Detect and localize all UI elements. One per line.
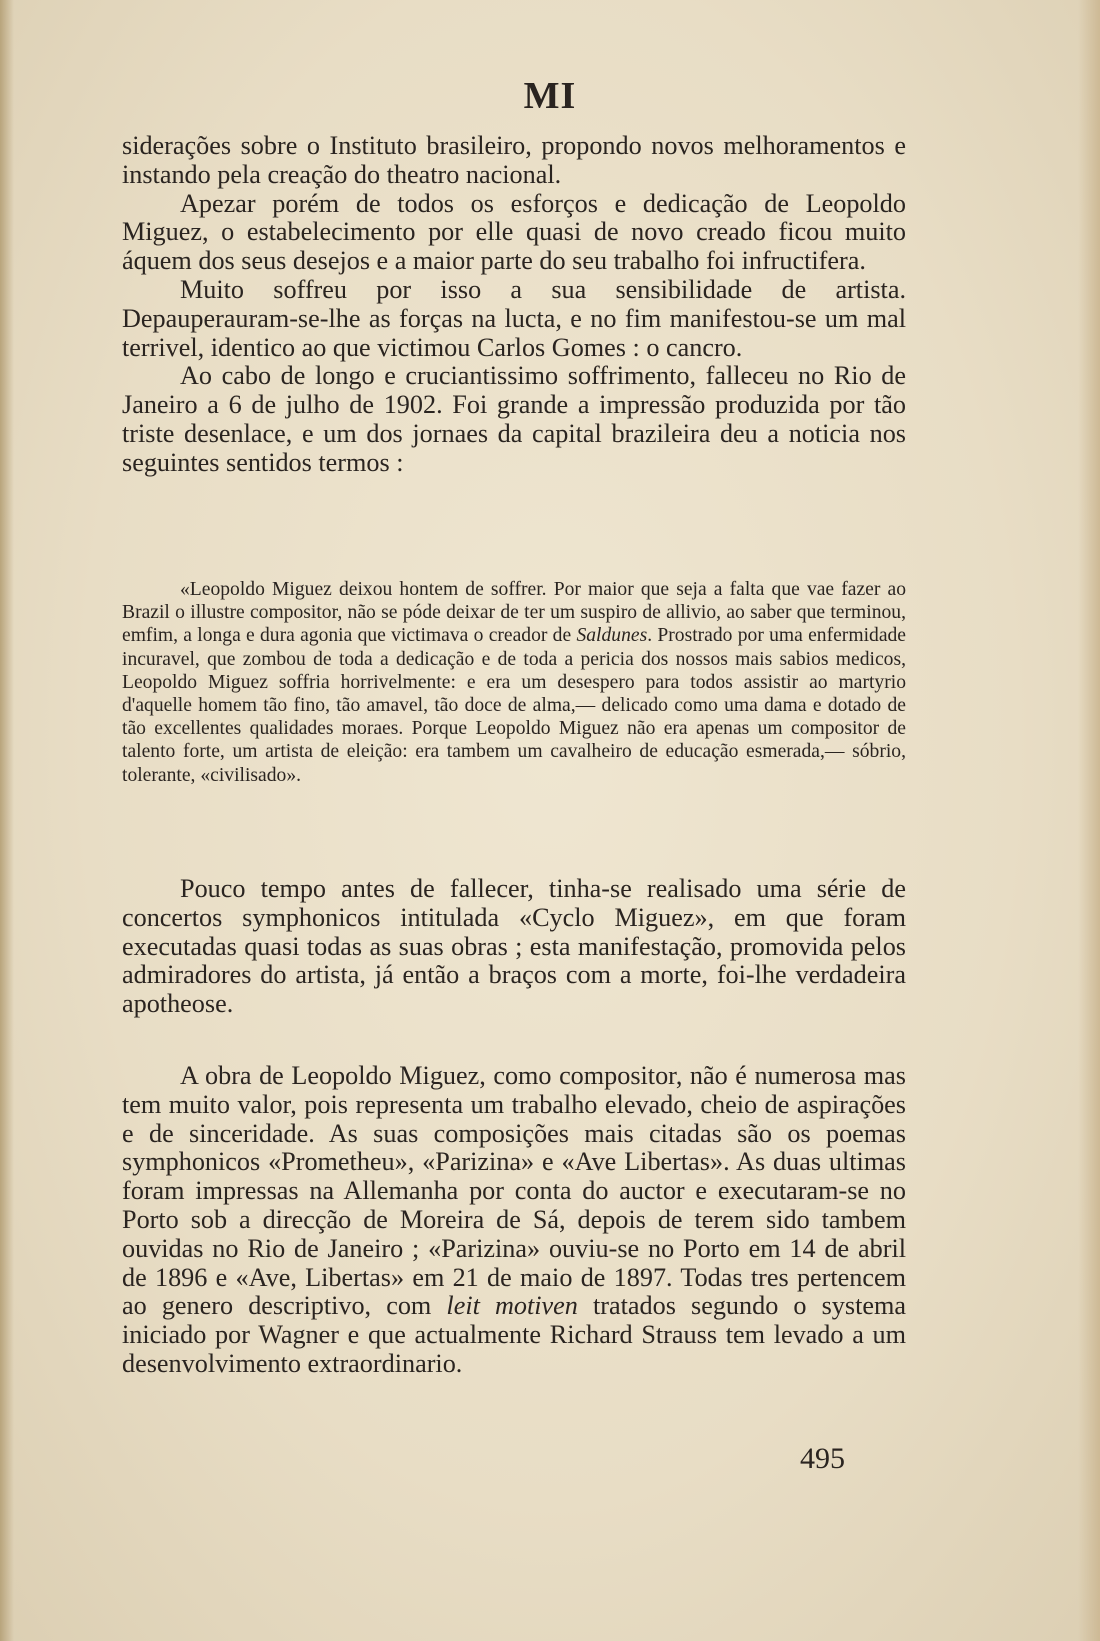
paragraph-italic-term: leit motiven [446,1291,578,1321]
page-number: 495 [800,1442,845,1475]
body-text-block-2 [122,875,906,1019]
quotation-text-part1: «Leopoldo Miguez deixou hontem de soffrer. Por maior que seja a falta que vae fazer ao Brazil o illustre compositor, não se póde deixar de ter um suspiro de allivio, ao saber que terminou, emfim, a longa e dura agonia que victimava o creador de [122,579,906,647]
paragraph: Pouco tempo antes de fallecer, tinha-se realisado uma série de concertos symphonicos intitulada «Cyclo Miguez», em que foram executadas quasi todas as suas obras ; esta manifestação, promovida pelos admiradores do artista, já então a braços com a morte, foi-lhe verdadeira apotheose. [122,874,906,1019]
page-edge-shadow-left [0,0,14,1641]
paragraph-continued: siderações sobre o Instituto brasileiro, propondo novos melhoramentos e instando pela creação do theatro nacional. [122,131,906,189]
body-text-block [122,132,906,478]
newspaper-quotation [122,578,906,787]
page-edge-shadow-right [1078,0,1100,1641]
paragraph [122,1062,906,1379]
quotation-paragraph [122,578,906,787]
paragraph: Muito soffreu por isso a sua sensibilidade de artista. Depauperauram-se-lhe as forças na lucta, e no fim manifestou-se um mal terrivel, identico ao que victimou Carlos Gomes : o cancro. [122,274,906,362]
body-text-block-3 [122,1062,906,1379]
paragraph-text-part1: A obra de Leopoldo Miguez, como compositor, não é numerosa mas tem muito valor, pois representa um trabalho elevado, cheio de aspirações e de sinceridade. As suas composições mais citadas são os poemas symphonicos «Prometheu», «Parizina» e «Ave Libertas». As duas ultimas foram impressas na Allemanha por conta do auctor e executaram-se no Porto sob a direcção de Moreira de Sá, depois de terem sido tambem ouvidas no Rio de Janeiro ; «Parizina» ouviu-se no Porto em 14 de abril de 1896 e «Ave, Libertas» em 21 de maio de 1897. Todas tres pertencem ao genero descriptivo, com [122,1061,906,1321]
running-head-roman-numeral: MI [523,75,577,117]
quotation-italic-title: Saldunes [576,625,648,647]
quotation-text-part2: . Prostrado por uma enfermidade incuravel, que zombou de toda a dedicação e de toda a pericia dos nossos mais sabios medicos, Leopoldo Miguez soffria horrivelmente: e era um desespero para todos assistir ao martyrio d'aquelle homem tão fino, tão amavel, tão doce de alma,— delicado como uma dama e dotado de tão excellentes qualidades moraes. Porque Leopoldo Miguez não era apenas um compositor de talento forte, um artista de eleição: era tambem um cavalheiro de educação esmerada,— sóbrio, tolerante, «civilisado». [122,625,907,786]
paragraph-text-part2: tratados segundo o systema iniciado por Wagner e que actualmente Richard Strauss tem levado a um desenvolvimento extraordinario. [122,1291,906,1378]
paragraph: Ao cabo de longo e cruciantissimo soffrimento, falleceu no Rio de Janeiro a 6 de julho de 1902. Foi grande a impressão produzida por tão triste desenlace, e um dos jornaes da capital brazileira deu a noticia nos seguintes sentidos termos : [122,361,906,477]
paragraph: Apezar porém de todos os esforços e dedicação de Leopoldo Miguez, o estabelecimento por elle quasi de novo creado ficou muito áquem dos seus desejos e a maior parte do seu trabalho foi infructifera. [122,188,906,276]
